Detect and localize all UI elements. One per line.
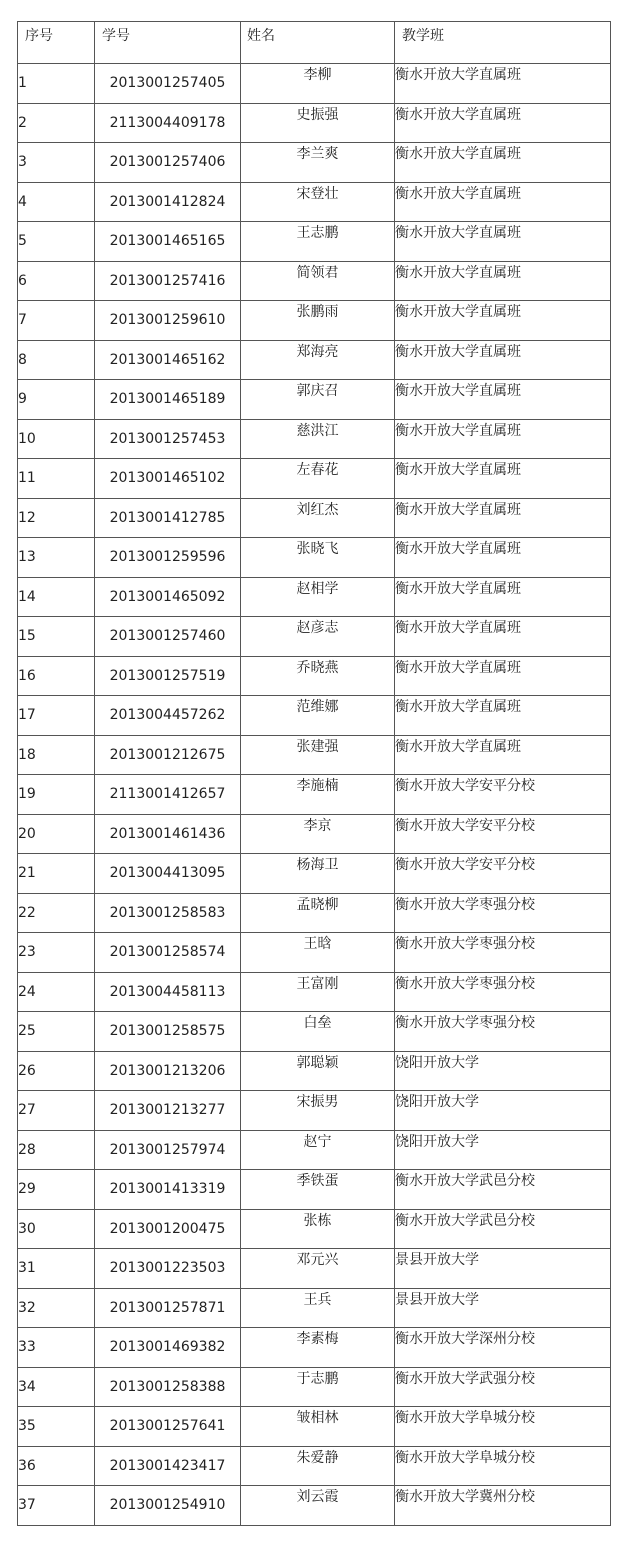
table-row bbox=[18, 498, 611, 538]
seq-cell: 21 bbox=[18, 854, 95, 894]
student-id-cell: 2013001465102 bbox=[95, 459, 241, 499]
name-cell: 李京 bbox=[241, 814, 395, 854]
student-id-cell: 2013001213206 bbox=[95, 1051, 241, 1091]
seq-cell: 2 bbox=[18, 103, 95, 143]
seq-cell: 23 bbox=[18, 933, 95, 973]
table-row bbox=[18, 261, 611, 301]
seq-cell: 1 bbox=[18, 64, 95, 104]
student-id-cell: 2013001200475 bbox=[95, 1209, 241, 1249]
name-cell: 邓元兴 bbox=[241, 1249, 395, 1289]
student-id-cell: 2013001465162 bbox=[95, 340, 241, 380]
student-id-cell: 2013001257416 bbox=[95, 261, 241, 301]
class-cell: 衡水开放大学直属班 bbox=[395, 380, 611, 420]
name-cell: 张鹏雨 bbox=[241, 301, 395, 341]
student-id-cell: 2013001213277 bbox=[95, 1091, 241, 1131]
table-row bbox=[18, 1328, 611, 1368]
class-cell: 衡水开放大学安平分校 bbox=[395, 854, 611, 894]
seq-cell: 9 bbox=[18, 380, 95, 420]
name-cell: 王志鹏 bbox=[241, 222, 395, 262]
class-cell: 衡水开放大学直属班 bbox=[395, 103, 611, 143]
class-cell: 衡水开放大学直属班 bbox=[395, 459, 611, 499]
class-cell: 衡水开放大学直属班 bbox=[395, 419, 611, 459]
class-cell: 衡水开放大学直属班 bbox=[395, 143, 611, 183]
header-name: 姓名 bbox=[241, 22, 395, 64]
table-row bbox=[18, 538, 611, 578]
seq-cell: 14 bbox=[18, 577, 95, 617]
table-row bbox=[18, 933, 611, 973]
seq-cell: 4 bbox=[18, 182, 95, 222]
seq-cell: 6 bbox=[18, 261, 95, 301]
student-id-cell: 2013001413319 bbox=[95, 1170, 241, 1210]
seq-cell: 17 bbox=[18, 696, 95, 736]
seq-cell: 11 bbox=[18, 459, 95, 499]
seq-cell: 28 bbox=[18, 1130, 95, 1170]
name-cell: 王富刚 bbox=[241, 972, 395, 1012]
student-id-cell: 2013001423417 bbox=[95, 1446, 241, 1486]
student-id-cell: 2013001223503 bbox=[95, 1249, 241, 1289]
name-cell: 李柳 bbox=[241, 64, 395, 104]
student-id-cell: 2013001412824 bbox=[95, 182, 241, 222]
student-id-cell: 2013004413095 bbox=[95, 854, 241, 894]
seq-cell: 7 bbox=[18, 301, 95, 341]
student-id-cell: 2013001257871 bbox=[95, 1288, 241, 1328]
class-cell: 衡水开放大学阜城分校 bbox=[395, 1407, 611, 1447]
class-cell: 衡水开放大学直属班 bbox=[395, 498, 611, 538]
name-cell: 王晗 bbox=[241, 933, 395, 973]
class-cell: 衡水开放大学枣强分校 bbox=[395, 893, 611, 933]
class-cell: 衡水开放大学枣强分校 bbox=[395, 1012, 611, 1052]
class-cell: 衡水开放大学冀州分校 bbox=[395, 1486, 611, 1526]
student-roster-table bbox=[17, 21, 611, 1526]
student-id-cell: 2113001412657 bbox=[95, 775, 241, 815]
student-id-cell: 2013004457262 bbox=[95, 696, 241, 736]
name-cell: 慈洪江 bbox=[241, 419, 395, 459]
student-id-cell: 2013001469382 bbox=[95, 1328, 241, 1368]
name-cell: 皱相林 bbox=[241, 1407, 395, 1447]
student-id-cell: 2013004458113 bbox=[95, 972, 241, 1012]
header-seq: 序号 bbox=[18, 22, 95, 64]
seq-cell: 25 bbox=[18, 1012, 95, 1052]
student-id-cell: 2013001257406 bbox=[95, 143, 241, 183]
table-header bbox=[18, 22, 611, 64]
seq-cell: 12 bbox=[18, 498, 95, 538]
class-cell: 衡水开放大学直属班 bbox=[395, 656, 611, 696]
name-cell: 于志鹏 bbox=[241, 1367, 395, 1407]
table-row bbox=[18, 577, 611, 617]
student-id-cell: 2013001412785 bbox=[95, 498, 241, 538]
class-cell: 衡水开放大学武邑分校 bbox=[395, 1170, 611, 1210]
class-cell: 衡水开放大学深州分校 bbox=[395, 1328, 611, 1368]
table-row bbox=[18, 775, 611, 815]
name-cell: 乔晓燕 bbox=[241, 656, 395, 696]
class-cell: 饶阳开放大学 bbox=[395, 1130, 611, 1170]
table-row bbox=[18, 222, 611, 262]
class-cell: 衡水开放大学安平分校 bbox=[395, 814, 611, 854]
table-row bbox=[18, 380, 611, 420]
student-id-cell: 2013001258388 bbox=[95, 1367, 241, 1407]
name-cell: 宋登壮 bbox=[241, 182, 395, 222]
class-cell: 衡水开放大学直属班 bbox=[395, 735, 611, 775]
student-id-cell: 2013001257405 bbox=[95, 64, 241, 104]
table-row bbox=[18, 656, 611, 696]
table-row bbox=[18, 419, 611, 459]
table-row bbox=[18, 1288, 611, 1328]
student-id-cell: 2013001465165 bbox=[95, 222, 241, 262]
table-row bbox=[18, 182, 611, 222]
student-id-cell: 2113004409178 bbox=[95, 103, 241, 143]
table-row bbox=[18, 103, 611, 143]
class-cell: 衡水开放大学直属班 bbox=[395, 261, 611, 301]
name-cell: 宋振男 bbox=[241, 1091, 395, 1131]
seq-cell: 19 bbox=[18, 775, 95, 815]
table-row bbox=[18, 301, 611, 341]
student-id-cell: 2013001465189 bbox=[95, 380, 241, 420]
table-row bbox=[18, 1209, 611, 1249]
seq-cell: 26 bbox=[18, 1051, 95, 1091]
name-cell: 郑海亮 bbox=[241, 340, 395, 380]
name-cell: 范维娜 bbox=[241, 696, 395, 736]
student-id-cell: 2013001257453 bbox=[95, 419, 241, 459]
class-cell: 饶阳开放大学 bbox=[395, 1051, 611, 1091]
class-cell: 衡水开放大学武强分校 bbox=[395, 1367, 611, 1407]
name-cell: 史振强 bbox=[241, 103, 395, 143]
class-cell: 衡水开放大学枣强分校 bbox=[395, 933, 611, 973]
table-row bbox=[18, 617, 611, 657]
header-student-id: 学号 bbox=[95, 22, 241, 64]
table-row bbox=[18, 735, 611, 775]
table-row bbox=[18, 1170, 611, 1210]
class-cell: 衡水开放大学直属班 bbox=[395, 617, 611, 657]
table-body bbox=[18, 64, 611, 1526]
name-cell: 郭聪颖 bbox=[241, 1051, 395, 1091]
table-row bbox=[18, 1249, 611, 1289]
name-cell: 张建强 bbox=[241, 735, 395, 775]
student-id-cell: 2013001212675 bbox=[95, 735, 241, 775]
seq-cell: 24 bbox=[18, 972, 95, 1012]
student-id-cell: 2013001258583 bbox=[95, 893, 241, 933]
header-row bbox=[18, 22, 611, 64]
table-row bbox=[18, 1367, 611, 1407]
name-cell: 刘云霞 bbox=[241, 1486, 395, 1526]
student-id-cell: 2013001257460 bbox=[95, 617, 241, 657]
table-row bbox=[18, 972, 611, 1012]
name-cell: 杨海卫 bbox=[241, 854, 395, 894]
table-row bbox=[18, 1091, 611, 1131]
seq-cell: 33 bbox=[18, 1328, 95, 1368]
table-row bbox=[18, 1446, 611, 1486]
table-row bbox=[18, 1486, 611, 1526]
header-class: 教学班 bbox=[395, 22, 611, 64]
name-cell: 左春花 bbox=[241, 459, 395, 499]
table-row bbox=[18, 1012, 611, 1052]
name-cell: 简领君 bbox=[241, 261, 395, 301]
seq-cell: 36 bbox=[18, 1446, 95, 1486]
student-id-cell: 2013001257519 bbox=[95, 656, 241, 696]
table-row bbox=[18, 696, 611, 736]
seq-cell: 29 bbox=[18, 1170, 95, 1210]
table-row bbox=[18, 854, 611, 894]
student-id-cell: 2013001465092 bbox=[95, 577, 241, 617]
table-row bbox=[18, 459, 611, 499]
seq-cell: 5 bbox=[18, 222, 95, 262]
name-cell: 王兵 bbox=[241, 1288, 395, 1328]
class-cell: 景县开放大学 bbox=[395, 1249, 611, 1289]
name-cell: 赵宁 bbox=[241, 1130, 395, 1170]
table-row bbox=[18, 1407, 611, 1447]
table-row bbox=[18, 340, 611, 380]
seq-cell: 8 bbox=[18, 340, 95, 380]
class-cell: 衡水开放大学安平分校 bbox=[395, 775, 611, 815]
name-cell: 刘红杰 bbox=[241, 498, 395, 538]
table-row bbox=[18, 64, 611, 104]
student-id-cell: 2013001257974 bbox=[95, 1130, 241, 1170]
seq-cell: 31 bbox=[18, 1249, 95, 1289]
seq-cell: 20 bbox=[18, 814, 95, 854]
class-cell: 衡水开放大学直属班 bbox=[395, 577, 611, 617]
student-id-cell: 2013001259610 bbox=[95, 301, 241, 341]
class-cell: 衡水开放大学直属班 bbox=[395, 340, 611, 380]
student-id-cell: 2013001258574 bbox=[95, 933, 241, 973]
seq-cell: 18 bbox=[18, 735, 95, 775]
name-cell: 郭庆召 bbox=[241, 380, 395, 420]
seq-cell: 10 bbox=[18, 419, 95, 459]
seq-cell: 16 bbox=[18, 656, 95, 696]
seq-cell: 30 bbox=[18, 1209, 95, 1249]
name-cell: 赵彦志 bbox=[241, 617, 395, 657]
table-row bbox=[18, 143, 611, 183]
class-cell: 衡水开放大学枣强分校 bbox=[395, 972, 611, 1012]
class-cell: 饶阳开放大学 bbox=[395, 1091, 611, 1131]
name-cell: 赵相学 bbox=[241, 577, 395, 617]
class-cell: 景县开放大学 bbox=[395, 1288, 611, 1328]
class-cell: 衡水开放大学直属班 bbox=[395, 64, 611, 104]
table-row bbox=[18, 814, 611, 854]
student-id-cell: 2013001259596 bbox=[95, 538, 241, 578]
class-cell: 衡水开放大学直属班 bbox=[395, 301, 611, 341]
name-cell: 白垒 bbox=[241, 1012, 395, 1052]
student-id-cell: 2013001254910 bbox=[95, 1486, 241, 1526]
class-cell: 衡水开放大学阜城分校 bbox=[395, 1446, 611, 1486]
name-cell: 李施楠 bbox=[241, 775, 395, 815]
name-cell: 朱爱静 bbox=[241, 1446, 395, 1486]
table-row bbox=[18, 1130, 611, 1170]
seq-cell: 3 bbox=[18, 143, 95, 183]
class-cell: 衡水开放大学武邑分校 bbox=[395, 1209, 611, 1249]
student-id-cell: 2013001257641 bbox=[95, 1407, 241, 1447]
name-cell: 张晓飞 bbox=[241, 538, 395, 578]
name-cell: 张栋 bbox=[241, 1209, 395, 1249]
seq-cell: 15 bbox=[18, 617, 95, 657]
name-cell: 孟晓柳 bbox=[241, 893, 395, 933]
table-row bbox=[18, 1051, 611, 1091]
seq-cell: 35 bbox=[18, 1407, 95, 1447]
class-cell: 衡水开放大学直属班 bbox=[395, 182, 611, 222]
class-cell: 衡水开放大学直属班 bbox=[395, 222, 611, 262]
student-id-cell: 2013001461436 bbox=[95, 814, 241, 854]
class-cell: 衡水开放大学直属班 bbox=[395, 696, 611, 736]
name-cell: 李素梅 bbox=[241, 1328, 395, 1368]
seq-cell: 34 bbox=[18, 1367, 95, 1407]
seq-cell: 37 bbox=[18, 1486, 95, 1526]
name-cell: 李兰爽 bbox=[241, 143, 395, 183]
name-cell: 季铁蛋 bbox=[241, 1170, 395, 1210]
seq-cell: 13 bbox=[18, 538, 95, 578]
table-row bbox=[18, 893, 611, 933]
class-cell: 衡水开放大学直属班 bbox=[395, 538, 611, 578]
seq-cell: 27 bbox=[18, 1091, 95, 1131]
seq-cell: 22 bbox=[18, 893, 95, 933]
seq-cell: 32 bbox=[18, 1288, 95, 1328]
student-id-cell: 2013001258575 bbox=[95, 1012, 241, 1052]
